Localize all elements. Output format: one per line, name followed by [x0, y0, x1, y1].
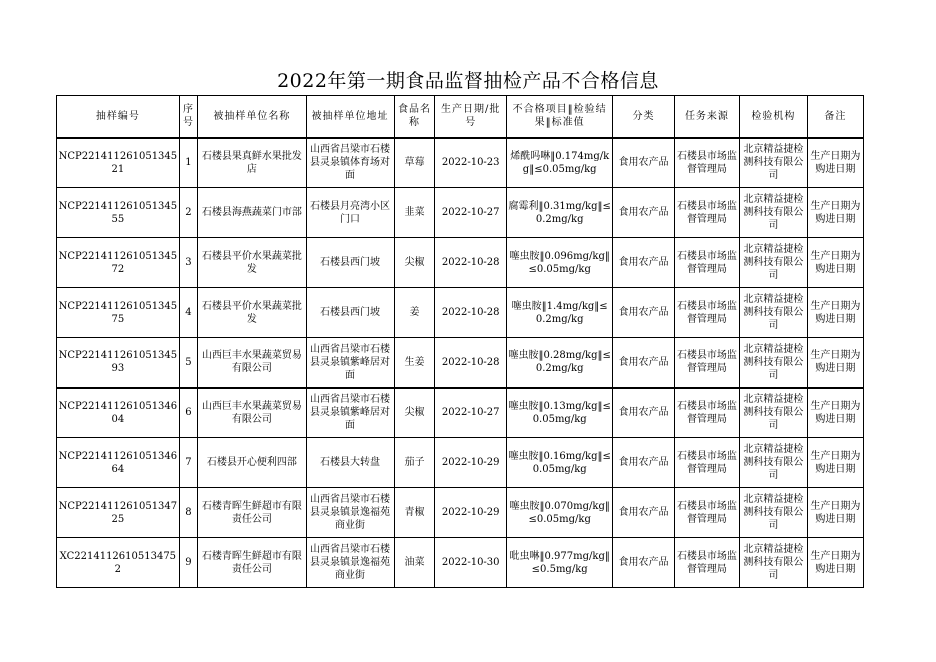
seq-cell: 8 [179, 488, 197, 538]
col-header-food: 食品名称 [394, 96, 435, 138]
failed-item-cell: 噻虫胺‖0.28mg/kg‖≤0.2mg/kg [507, 338, 613, 388]
testing-org-cell: 北京精益捷检测科技有限公司 [740, 288, 808, 338]
category-cell: 食用农产品 [613, 288, 674, 338]
food-name-cell: 尖椒 [394, 238, 435, 288]
testing-org-cell: 北京精益捷检测科技有限公司 [740, 538, 808, 588]
task-source-cell: 石楼县市场监督管理局 [674, 438, 739, 488]
table-row [57, 438, 864, 488]
unit-name-cell: 山西巨丰水果蔬菜贸易有限公司 [198, 388, 306, 438]
category-cell: 食用农产品 [613, 188, 674, 238]
note-cell: 生产日期为购进日期 [807, 188, 863, 238]
sample-code-cell: NCP22141126105134521 [57, 138, 180, 188]
col-header-note: 备注 [807, 96, 863, 138]
sample-code-cell: NCP22141126105134664 [57, 438, 180, 488]
testing-org-cell: 北京精益捷检测科技有限公司 [740, 138, 808, 188]
seq-cell: 1 [179, 138, 197, 188]
note-cell: 生产日期为购进日期 [807, 338, 863, 388]
category-cell: 食用农产品 [613, 388, 674, 438]
testing-org-cell: 北京精益捷检测科技有限公司 [740, 338, 808, 388]
failed-item-cell: 噻虫胺‖0.16mg/kg‖≤0.05mg/kg [507, 438, 613, 488]
failed-item-cell: 噻虫胺‖1.4mg/kg‖≤0.2mg/kg [507, 288, 613, 338]
col-header-address: 被抽样单位地址 [306, 96, 394, 138]
production-date-cell: 2022-10-23 [435, 138, 507, 188]
unit-address-cell: 山西省吕梁市石楼县灵泉镇紫峰居对面 [306, 388, 394, 438]
production-date-cell: 2022-10-27 [435, 188, 507, 238]
note-cell: 生产日期为购进日期 [807, 238, 863, 288]
col-header-code: 抽样编号 [57, 96, 180, 138]
unit-name-cell: 石楼县平价水果蔬菜批发 [198, 238, 306, 288]
unit-name-cell: 石楼县平价水果蔬菜批发 [198, 288, 306, 338]
seq-cell: 5 [179, 338, 197, 388]
unit-address-cell: 石楼县西门坡 [306, 238, 394, 288]
header-row [57, 96, 864, 138]
category-cell: 食用农产品 [613, 438, 674, 488]
food-name-cell: 草莓 [394, 138, 435, 188]
unit-address-cell: 山西省吕梁市石楼县灵泉镇紫峰居对面 [306, 338, 394, 388]
unit-name-cell: 石楼县海燕蔬菜门市部 [198, 188, 306, 238]
production-date-cell: 2022-10-30 [435, 538, 507, 588]
unit-name-cell: 石楼县果真鲜水果批发店 [198, 138, 306, 188]
note-cell: 生产日期为购进日期 [807, 438, 863, 488]
col-header-source: 任务来源 [674, 96, 739, 138]
table-row [57, 238, 864, 288]
testing-org-cell: 北京精益捷检测科技有限公司 [740, 188, 808, 238]
unit-address-cell: 山西省吕梁市石楼县灵泉镇景逸福苑商业街 [306, 488, 394, 538]
category-cell: 食用农产品 [613, 138, 674, 188]
sample-code-cell: NCP22141126105134593 [57, 338, 180, 388]
production-date-cell: 2022-10-28 [435, 238, 507, 288]
col-header-category: 分类 [613, 96, 674, 138]
table-row [57, 338, 864, 388]
col-header-seq: 序号 [179, 96, 197, 138]
unit-name-cell: 石楼青晖生鲜超市有限责任公司 [198, 488, 306, 538]
note-cell: 生产日期为购进日期 [807, 288, 863, 338]
sample-code-cell: NCP22141126105134604 [57, 388, 180, 438]
sample-code-cell: NCP22141126105134555 [57, 188, 180, 238]
seq-cell: 7 [179, 438, 197, 488]
food-name-cell: 生姜 [394, 338, 435, 388]
note-cell: 生产日期为购进日期 [807, 538, 863, 588]
food-name-cell: 茄子 [394, 438, 435, 488]
task-source-cell: 石楼县市场监督管理局 [674, 238, 739, 288]
testing-org-cell: 北京精益捷检测科技有限公司 [740, 488, 808, 538]
category-cell: 食用农产品 [613, 488, 674, 538]
results-table [56, 95, 864, 588]
failed-item-cell: 噻虫胺‖0.096mg/kg‖≤0.05mg/kg [507, 238, 613, 288]
col-header-unit: 被抽样单位名称 [198, 96, 306, 138]
seq-cell: 6 [179, 388, 197, 438]
table-row [57, 288, 864, 338]
unit-address-cell: 山西省吕梁市石楼县灵泉镇景逸福苑商业街 [306, 538, 394, 588]
col-header-org: 检验机构 [740, 96, 808, 138]
task-source-cell: 石楼县市场监督管理局 [674, 288, 739, 338]
task-source-cell: 石楼县市场监督管理局 [674, 338, 739, 388]
failed-item-cell: 噻虫胺‖0.070mg/kg‖≤0.05mg/kg [507, 488, 613, 538]
task-source-cell: 石楼县市场监督管理局 [674, 388, 739, 438]
failed-item-cell: 烯酰吗啉‖0.174mg/kg‖≤0.05mg/kg [507, 138, 613, 188]
failed-item-cell: 腐霉利‖0.31mg/kg‖≤0.2mg/kg [507, 188, 613, 238]
category-cell: 食用农产品 [613, 238, 674, 288]
food-name-cell: 韭菜 [394, 188, 435, 238]
sample-code-cell: NCP22141126105134725 [57, 488, 180, 538]
sample-code-cell: XC22141126105134752 [57, 538, 180, 588]
production-date-cell: 2022-10-27 [435, 388, 507, 438]
unit-name-cell: 山西巨丰水果蔬菜贸易有限公司 [198, 338, 306, 388]
table-row [57, 488, 864, 538]
unit-name-cell: 石楼县开心便利四部 [198, 438, 306, 488]
task-source-cell: 石楼县市场监督管理局 [674, 188, 739, 238]
unit-address-cell: 石楼县月亮湾小区门口 [306, 188, 394, 238]
table-row [57, 138, 864, 188]
food-name-cell: 油菜 [394, 538, 435, 588]
col-header-item: 不合格项目‖检验结果‖标准值 [507, 96, 613, 138]
food-name-cell: 姜 [394, 288, 435, 338]
note-cell: 生产日期为购进日期 [807, 388, 863, 438]
testing-org-cell: 北京精益捷检测科技有限公司 [740, 388, 808, 438]
production-date-cell: 2022-10-29 [435, 488, 507, 538]
category-cell: 食用农产品 [613, 338, 674, 388]
task-source-cell: 石楼县市场监督管理局 [674, 538, 739, 588]
production-date-cell: 2022-10-28 [435, 288, 507, 338]
note-cell: 生产日期为购进日期 [807, 138, 863, 188]
sample-code-cell: NCP22141126105134572 [57, 238, 180, 288]
sample-code-cell: NCP22141126105134575 [57, 288, 180, 338]
failed-item-cell: 噻虫胺‖0.13mg/kg‖≤0.05mg/kg [507, 388, 613, 438]
table-body [57, 138, 864, 588]
unit-address-cell: 石楼县西门坡 [306, 288, 394, 338]
table-row [57, 538, 864, 588]
col-header-date: 生产日期/批号 [435, 96, 507, 138]
failed-item-cell: 吡虫啉‖0.977mg/kg‖≤0.5mg/kg [507, 538, 613, 588]
seq-cell: 4 [179, 288, 197, 338]
food-name-cell: 青椒 [394, 488, 435, 538]
seq-cell: 9 [179, 538, 197, 588]
task-source-cell: 石楼县市场监督管理局 [674, 138, 739, 188]
production-date-cell: 2022-10-29 [435, 438, 507, 488]
table-row [57, 188, 864, 238]
seq-cell: 2 [179, 188, 197, 238]
category-cell: 食用农产品 [613, 538, 674, 588]
testing-org-cell: 北京精益捷检测科技有限公司 [740, 238, 808, 288]
table-row [57, 388, 864, 438]
testing-org-cell: 北京精益捷检测科技有限公司 [740, 438, 808, 488]
unit-name-cell: 石楼青晖生鲜超市有限责任公司 [198, 538, 306, 588]
unit-address-cell: 山西省吕梁市石楼县灵泉镇体育场对面 [306, 138, 394, 188]
note-cell: 生产日期为购进日期 [807, 488, 863, 538]
food-name-cell: 尖椒 [394, 388, 435, 438]
production-date-cell: 2022-10-28 [435, 338, 507, 388]
page-title: 2022年第一期食品监督抽检产品不合格信息 [277, 70, 659, 92]
task-source-cell: 石楼县市场监督管理局 [674, 488, 739, 538]
seq-cell: 3 [179, 238, 197, 288]
unit-address-cell: 石楼县大转盘 [306, 438, 394, 488]
